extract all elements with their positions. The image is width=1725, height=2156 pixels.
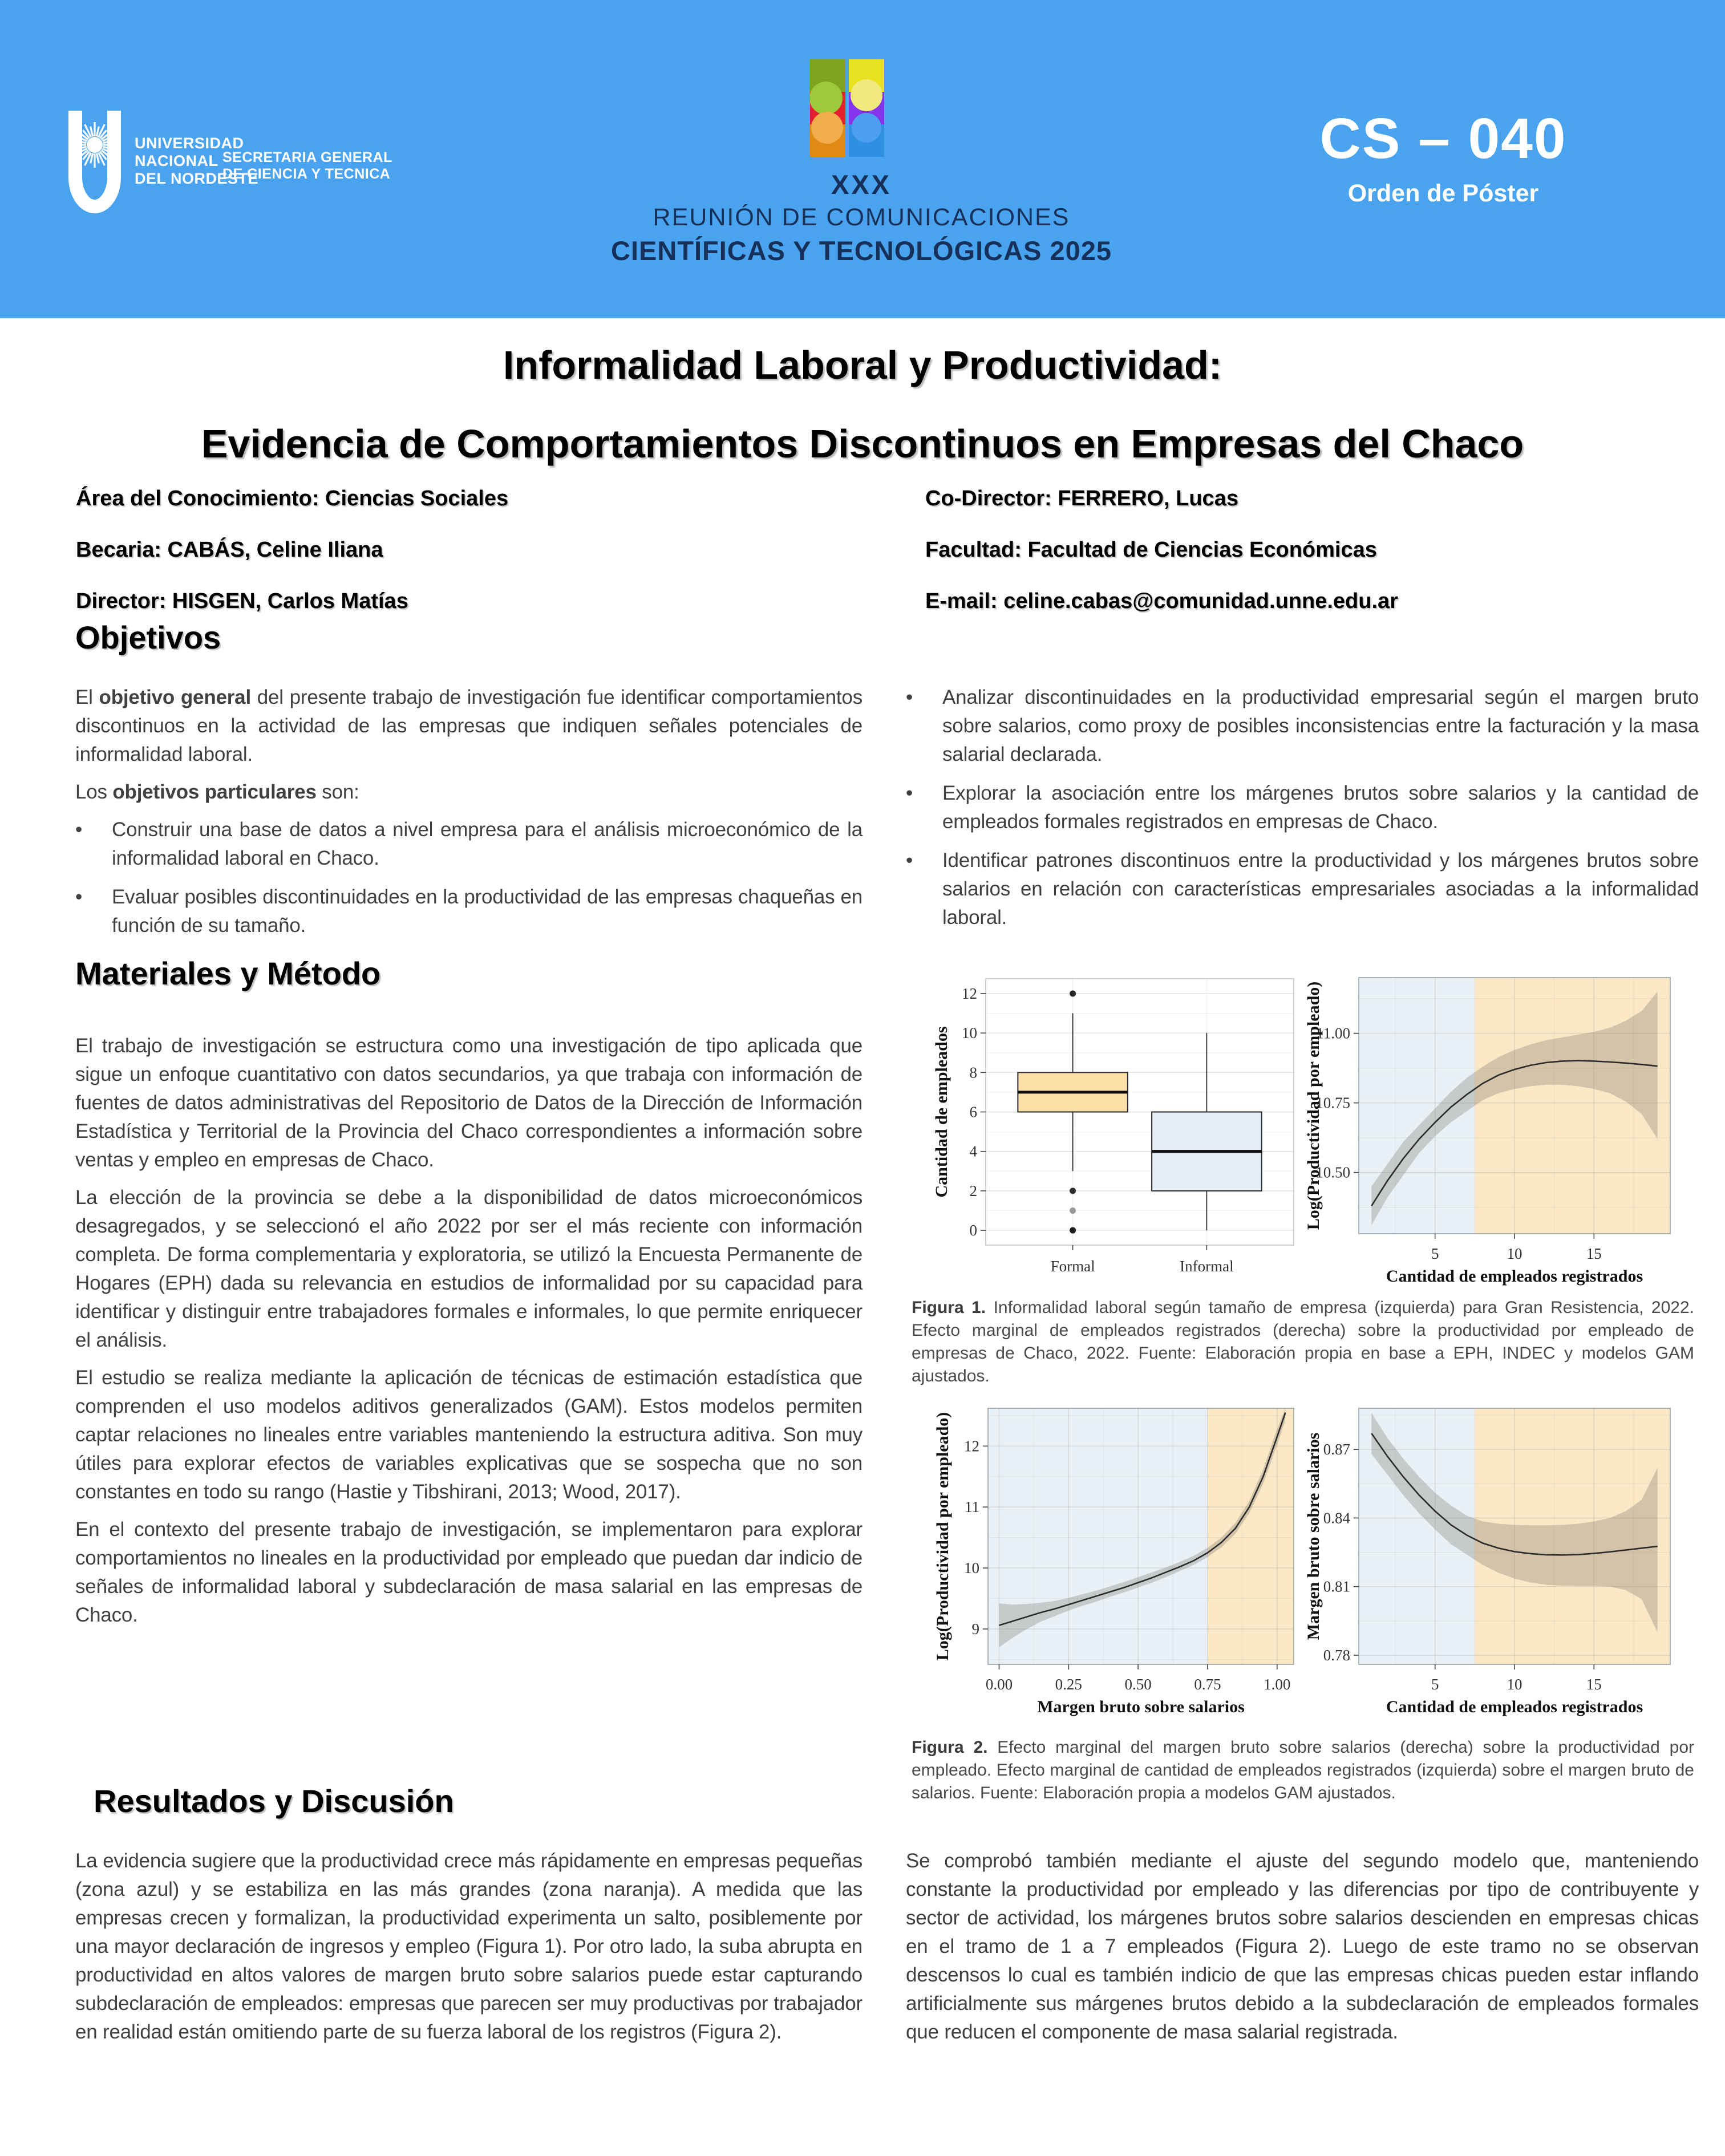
conference-title-block (605, 169, 1118, 266)
figure1-gam-employees-chart (1302, 968, 1678, 1291)
figure-1-caption: Figura 1. Informalidad laboral según tamaño de empresa (izquierda) para Gran Resistencia, 2022. Efecto marginal de empleados registrados (derecha) sobre la productividad por empleado de empresas de Chaco, 2022. Fuente: Elaboración propia en base a EPH, INDEC y modelos GAM ajustados. (912, 1298, 1694, 1385)
svg-text:0.25: 0.25 (1055, 1676, 1082, 1693)
figure-2-caption-label: Figura 2. (912, 1738, 988, 1757)
svg-text:2: 2 (969, 1182, 977, 1199)
resultados-heading: Resultados y Discusión (94, 1783, 454, 1819)
svg-text:12: 12 (964, 1437, 979, 1455)
figure-1-charts (931, 968, 1699, 1291)
objetivos-left-column (75, 683, 862, 950)
materiales-paragraph-4: En el contexto del presente trabajo de investigación, se implementaron para explorar comportamientos no lineales en la productividad por empleado que puedan dar indicio de señales de informalidad laboral y subdeclaración de masa salarial en las empresas de Chaco. (75, 1518, 862, 1626)
svg-text:Cantidad de empleados registra: Cantidad de empleados registrados (1386, 1267, 1643, 1286)
bullet-icon: • (75, 886, 83, 908)
secretary-name: SECRETARIA GENERAL DE CIENCIA Y TECNICA (222, 149, 392, 182)
metadata-right (925, 486, 1724, 640)
meta-director: Director: HISGEN, Carlos Matías (76, 589, 408, 613)
svg-text:5: 5 (1431, 1676, 1439, 1693)
bullet-icon: • (906, 782, 913, 804)
figures-column (906, 947, 1699, 1805)
figure-1 (906, 968, 1699, 1388)
meta-email: E-mail: celine.cabas@comunidad.unne.edu.ar (925, 589, 1398, 613)
svg-text:6: 6 (969, 1103, 977, 1121)
materiales-paragraph-2: La elección de la provincia se debe a la disponibilidad de datos microeconómicos desagregados, y se seleccionó el año 2022 por ser el más reciente con información completa. De forma complementaria y exploratoria, se utilizó la Encuesta Permanente de Hogares (EPH) dada su relevancia en estudios de informalidad por su capacidad para identificar y distinguir entre trabajadores formales e informales, lo que permite enriquecer el análisis. (75, 1186, 862, 1351)
svg-text:11: 11 (965, 1498, 979, 1516)
figure-1-caption-label: Figura 1. (912, 1298, 986, 1317)
figure2-gam-margin-employees-chart (1302, 1399, 1678, 1721)
objetivos-heading: Objetivos (75, 619, 221, 655)
svg-text:0.84: 0.84 (1323, 1509, 1350, 1527)
svg-text:10: 10 (1507, 1676, 1522, 1693)
resultados-paragraph-left: La evidencia sugiere que la productividad crece más rápidamente en empresas pequeñas (zona azul) y se estabiliza en las más grandes (zona naranja). A medida que las empresas crecen y formalizan, la productividad experimenta un salto, posiblemente por una mayor declaración de ingresos y empleo (Figura 1). Por otro lado, la suba abrupta en productividad en altos valores de margen bruto sobre salarios puede estar capturando subdeclaración de empleados: empresas que parecen ser muy productivas por trabajador en realidad están omitiendo parte de su fuerza laboral de los registros (Figura 2). (75, 1850, 862, 2043)
meta-becaria: Becaria: CABÁS, Celine Iliana (76, 538, 383, 562)
poster-title (0, 342, 1725, 467)
section-resultados (75, 1782, 1699, 2056)
bullet-icon: • (906, 849, 913, 872)
svg-text:10: 10 (962, 1024, 977, 1042)
resultados-right-column (906, 1847, 1699, 2056)
figure-2 (906, 1399, 1699, 1805)
svg-text:8: 8 (969, 1064, 977, 1081)
objetivo-bullet-3: • Analizar discontinuidades en la productividad empresarial según el margen bruto sobre salarios, como proxy de posibles inconsistencias entre la facturación y la masa salarial declarada. (906, 683, 1699, 769)
university-name: UNIVERSIDAD NACIONAL DEL NORDESTE (135, 135, 259, 187)
svg-text:12: 12 (962, 984, 977, 1002)
svg-text:0.75: 0.75 (1194, 1676, 1221, 1693)
svg-text:Log(Productividad por empleado: Log(Productividad por empleado) (1304, 981, 1323, 1230)
unne-university-logo-icon (67, 110, 122, 224)
materiales-heading: Materiales y Método (75, 955, 381, 991)
svg-text:5: 5 (1431, 1245, 1439, 1262)
objetivo-bullet-2: • Evaluar posibles discontinuidades en la productividad de las empresas chaqueñas en función de su tamaño. (75, 883, 862, 940)
figure-2-caption: Figura 2. Efecto marginal del margen bruto sobre salarios (derecha) sobre la productividad por empleado. Efecto marginal de cantidad de empleados registrados (izquierda) sobre el margen bruto de salarios. Fuente: Elaboración propia a modelos GAM ajustados. (912, 1738, 1694, 1802)
materiales-paragraph-3: El estudio se realiza mediante la aplicación de técnicas de estimación estadística que comprenden el uso modelos aditivos generalizados (GAM). Estos modelos permiten captar relaciones no lineales entre variables manteniendo la estructura aditiva. Son muy útiles para explorar efectos de variables explicativas que se sospecha que no son constantes en todo su rango (Hastie y Tibshirani, 2013; Wood, 2017). (75, 1367, 862, 1503)
resultados-left-column (75, 1847, 862, 2056)
objetivo-bullet-5: • Identificar patrones discontinuos entre la productividad y los márgenes brutos sobre salarios en relación con características empresariales asociadas a la informalidad laboral. (906, 846, 1699, 932)
svg-text:1.00: 1.00 (1264, 1676, 1291, 1693)
materiales-paragraph-1: El trabajo de investigación se estructura como una investigación de tipo aplicada que sigue un enfoque cuantitativo con datos secundarios, ya que trabaja con información de fuentes de datos administrativas del Repositorio de Datos de la Dirección de Información Estadística y Territorial de la Provincia del Chaco correspondientes a información sobre ventas y empleo en empresas de Chaco. (75, 1035, 862, 1171)
section-materiales (75, 947, 862, 1805)
figure-2-charts (931, 1399, 1699, 1721)
svg-text:Margen bruto sobre salarios: Margen bruto sobre salarios (1037, 1697, 1245, 1716)
header-banner (0, 0, 1725, 318)
svg-text:Log(Productividad por empleado: Log(Productividad por empleado) (933, 1412, 952, 1661)
svg-text:Informal: Informal (1180, 1258, 1234, 1275)
objetivos-paragraph-particulares: Los objetivos particulares son: (75, 781, 359, 803)
svg-text:15: 15 (1586, 1245, 1602, 1262)
meta-facultad: Facultad: Facultad de Ciencias Económicas (925, 538, 1377, 562)
resultados-paragraph-right: Se comprobó también mediante el ajuste del segundo modelo que, manteniendo constante la productividad por empleado y las diferencias por tipo de contribuyente y sector de actividad, los márgenes brutos sobre salarios descienden en empresas chicas en el tramo de 1 a 7 empleados (Figura 2). Luego de este tramo no se observan descensos lo cual es también indicio de que las empresas chicas pueden estar inflando artificialmente sus márgenes brutos debido a la subdeclaración de empleados formales que reducen el componente de masa salarial registrada. (906, 1850, 1699, 2043)
svg-text:Formal: Formal (1050, 1258, 1095, 1275)
svg-text:0.78: 0.78 (1323, 1646, 1350, 1664)
svg-text:9: 9 (971, 1620, 979, 1638)
figure1-boxplot-chart (931, 968, 1302, 1291)
svg-text:4: 4 (969, 1142, 977, 1160)
bullet-icon: • (906, 686, 913, 708)
title-line1: Informalidad Laboral y Productividad: (503, 343, 1222, 387)
svg-text:15: 15 (1586, 1676, 1602, 1693)
figure2-gam-margin-chart (931, 1399, 1302, 1721)
meta-codirector: Co-Director: FERRERO, Lucas (925, 487, 1238, 510)
objetivo-bullet-1: • Construir una base de datos a nivel empresa para el análisis microeconómico de la informalidad laboral en Chaco. (75, 816, 862, 873)
svg-text:Cantidad de empleados: Cantidad de empleados (932, 1026, 951, 1198)
title-line2: Evidencia de Comportamientos Discontinuos en Empresas del Chaco (201, 422, 1524, 466)
metadata-left (76, 486, 874, 640)
bullet-icon: • (75, 818, 83, 841)
svg-text:0: 0 (969, 1222, 977, 1239)
objetivo-bullet-4: • Explorar la asociación entre los márgenes brutos sobre salarios y la cantidad de empleados formales registrados en empresas de Chaco. (906, 779, 1699, 836)
poster-order-label: Orden de Póster (1347, 180, 1539, 207)
svg-text:0.87: 0.87 (1323, 1441, 1350, 1458)
svg-text:10: 10 (964, 1559, 979, 1577)
svg-text:10: 10 (1507, 1245, 1522, 1262)
conference-logo-icon (810, 59, 884, 157)
svg-text:10.50: 10.50 (1315, 1164, 1350, 1181)
svg-text:0.00: 0.00 (985, 1676, 1013, 1693)
poster-code-block (1226, 106, 1660, 208)
svg-text:11.00: 11.00 (1316, 1024, 1350, 1042)
conference-numeral: XXX (831, 169, 892, 200)
poster-code: CS – 040 (1319, 107, 1567, 171)
svg-text:0.50: 0.50 (1124, 1676, 1152, 1693)
svg-text:Cantidad de empleados registra: Cantidad de empleados registrados (1386, 1697, 1643, 1716)
section-objetivos (75, 619, 1699, 950)
svg-text:10.75: 10.75 (1315, 1094, 1350, 1112)
svg-text:0.81: 0.81 (1323, 1578, 1350, 1595)
objetivos-right-column (906, 683, 1699, 950)
svg-text:Margen bruto sobre salarios: Margen bruto sobre salarios (1304, 1432, 1323, 1640)
objetivos-paragraph-general: El objetivo general del presente trabajo de investigación fue identificar comportamientos discontinuos en la actividad de las empresas que indiquen señales potenciales de informalidad laboral. (75, 686, 862, 765)
meta-area: Área del Conocimiento: Ciencias Sociales (76, 487, 509, 510)
conference-line2: CIENTÍFICAS Y TECNOLÓGICAS 2025 (610, 236, 1112, 266)
conference-line1: REUNIÓN DE COMUNICACIONES (653, 204, 1070, 231)
